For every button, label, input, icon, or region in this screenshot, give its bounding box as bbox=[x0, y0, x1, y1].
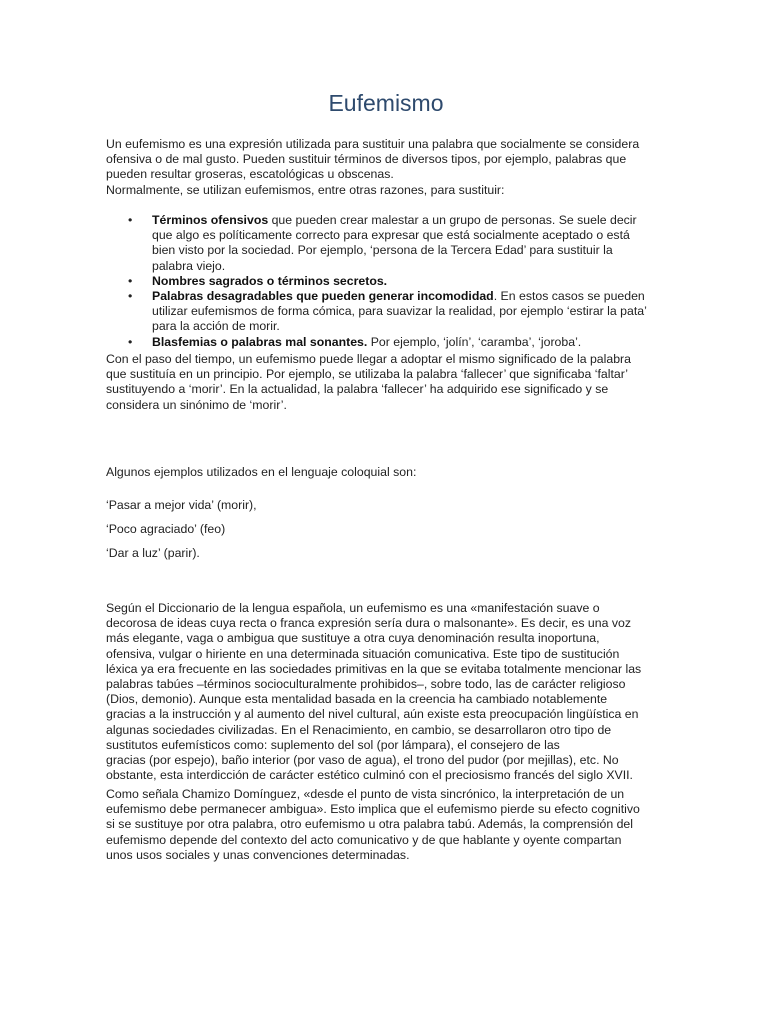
page-title: Eufemismo bbox=[328, 90, 444, 116]
intro-line: ofensiva o de mal gusto. Pueden sustituir términos de diversos tipos, por ejemplo, palabras que bbox=[106, 152, 627, 167]
intro-line: pueden resultar groseras, escatológicas u obscenas. bbox=[106, 167, 394, 182]
item-text: Por ejemplo, ‘jolín’, ‘caramba’, ‘joroba’. bbox=[367, 334, 582, 349]
example-item: ‘Pasar a mejor vida’ (morir), bbox=[106, 498, 257, 512]
example-item: ‘Poco agraciado’ (feo) bbox=[106, 522, 226, 536]
paragraph-line: que sustituía en un principio. Por ejemplo, se utilizaba la palabra ‘fallecer’ que significaba ‘faltar’ bbox=[106, 367, 629, 382]
paragraph-line: eufemismo debe permanecer ambigua». Esto implica que el eufemismo pierde su efecto cognitivo bbox=[106, 802, 640, 817]
paragraph-line: ofensiva, vulgar o hiriente en una determinada situación comunicativa. Este tipo de sustitución bbox=[106, 646, 620, 661]
reasons-list bbox=[106, 213, 662, 350]
paragraph-line: Según el Diccionario de la lengua española, un eufemismo es una «manifestación suave o bbox=[106, 601, 600, 615]
item-text: que pueden crear malestar a un grupo de personas. Se suele decir bbox=[268, 213, 637, 227]
paragraph-line: Como señala Chamizo Domínguez, «desde el punto de vista sincrónico, la interpretación de un bbox=[106, 787, 625, 801]
list-item bbox=[106, 213, 662, 274]
paragraph-line: sustituyendo a ‘morir’. En la actualidad, la palabra ‘fallecer’ ha adquirido ese significado y se bbox=[106, 382, 609, 397]
list-item bbox=[106, 335, 662, 350]
intro-paragraph bbox=[106, 137, 662, 198]
bold-term: Blasfemias o palabras mal sonantes. bbox=[152, 334, 368, 349]
paragraph-line: (Dios, demonio). Aunque esta mentalidad basada en la creencia ha cambiado notablemente bbox=[106, 692, 608, 707]
item-text: que algo es políticamente correcto para expresar que está socialmente aceptado o está bbox=[152, 228, 630, 243]
paragraph-line: si se sustituye por otra palabra, otro eufemismo u otra palabra tabú. Además, la comprensión del bbox=[106, 817, 634, 832]
paragraph-line: gracias a la instrucción y al aumento del nivel cultural, aún existe esta preocupación lingüística en bbox=[106, 707, 639, 722]
paragraph-line: léxica ya era frecuente en las sociedades primitivas en la que se evitaba totalmente mencionar las bbox=[106, 661, 642, 676]
item-text: palabra viejo. bbox=[152, 258, 226, 273]
intro-line: Normalmente, se utilizan eufemismos, entre otras razones, para sustituir: bbox=[106, 182, 505, 197]
paragraph-line: gracias (por espejo), baño interior (por vaso de agua), el trono del pudor (por mejillas), etc. No bbox=[106, 753, 619, 768]
bold-term: Palabras desagradables que pueden generar incomodidad bbox=[152, 289, 494, 304]
bullet-icon: • bbox=[128, 273, 133, 288]
paragraph-line: Con el paso del tiempo, un eufemismo puede llegar a adoptar el mismo significado de la palabra bbox=[106, 352, 631, 366]
item-text: . En estos casos se pueden bbox=[493, 289, 645, 304]
paragraph-line: más elegante, vaga o ambigua que sustituye a otra cuya denominación resulta inoportuna, bbox=[106, 631, 600, 646]
examples-heading: Algunos ejemplos utilizados en el lenguaje coloquial son: bbox=[106, 465, 417, 479]
dictionary-paragraph bbox=[106, 601, 662, 783]
chamizo-paragraph bbox=[106, 787, 662, 863]
bold-term: Términos ofensivos bbox=[152, 213, 269, 227]
list-item bbox=[106, 274, 662, 289]
item-text: utilizar eufemismos de forma cómica, para suavizar la realidad, por ejemplo ‘estirar la pata’ bbox=[152, 304, 647, 319]
paragraph-line: considera un sinónimo de ‘morir’. bbox=[106, 397, 287, 412]
paragraph-line: algunas sociedades civilizadas. En el Renacimiento, en cambio, se desarrollaron otro tipo de bbox=[106, 722, 612, 737]
list-item bbox=[106, 289, 662, 335]
paragraph-line: obstante, esta interdicción de carácter estético culminó con el preciosismo francés del siglo XVII. bbox=[106, 768, 633, 783]
time-evolution-paragraph bbox=[106, 352, 654, 413]
example-item: ‘Dar a luz’ (parir). bbox=[106, 546, 200, 560]
paragraph-line: unos usos sociales y unas convenciones determinadas. bbox=[106, 847, 410, 862]
intro-line: Un eufemismo es una expresión utilizada para sustituir una palabra que socialmente se considera bbox=[106, 137, 640, 151]
item-text: bien visto por la sociedad. Por ejemplo, ‘persona de la Tercera Edad’ para sustituir la bbox=[152, 243, 613, 258]
bullet-icon: • bbox=[128, 289, 133, 304]
paragraph-line: eufemismo depende del contexto del acto comunicativo y de que hablante y oyente compartan bbox=[106, 832, 622, 847]
item-text: para la acción de morir. bbox=[152, 319, 280, 334]
paragraph-line: sustitutos eufemísticos como: suplemento del sol (por lámpara), el consejero de las bbox=[106, 737, 560, 752]
bullet-icon: • bbox=[128, 334, 133, 349]
bullet-icon: • bbox=[128, 213, 133, 227]
paragraph-line: decorosa de ideas cuya recta o franca expresión sería dura o malsonante». Es decir, es una voz bbox=[106, 616, 631, 631]
bold-term: Nombres sagrados o términos secretos. bbox=[152, 273, 388, 288]
paragraph-line: palabras tabúes –términos socioculturalmente prohibidos–, sobre todo, las de carácter religioso bbox=[106, 677, 626, 692]
